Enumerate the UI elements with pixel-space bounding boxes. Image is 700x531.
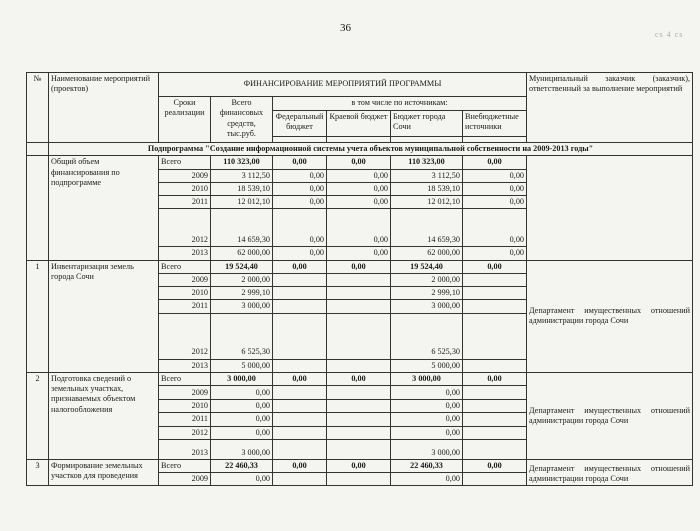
federal-cell — [273, 359, 327, 372]
city-cell: 62 000,00 — [391, 247, 463, 260]
offbudget-cell: 0,00 — [463, 260, 527, 273]
table-row — [27, 260, 693, 273]
regional-cell — [327, 287, 391, 300]
city-cell: 110 323,00 — [391, 156, 463, 169]
regional-cell: 0,00 — [327, 372, 391, 385]
period-cell: 2009 — [159, 473, 211, 486]
regional-cell — [327, 439, 391, 459]
city-cell: 6 525,30 — [391, 313, 463, 359]
period-cell: 2009 — [159, 273, 211, 286]
regional-cell: 0,00 — [327, 169, 391, 182]
table-row — [27, 156, 693, 169]
federal-cell: 0,00 — [273, 156, 327, 169]
regional-cell — [327, 359, 391, 372]
table-header — [27, 73, 693, 156]
offbudget-cell — [463, 413, 527, 426]
table-row — [27, 372, 693, 385]
header-period: Сроки реализации — [159, 97, 211, 143]
item-number: 1 — [27, 260, 49, 372]
offbudget-cell — [463, 426, 527, 439]
period-total-cell: 2 000,00 — [211, 273, 273, 286]
offbudget-cell: 0,00 — [463, 247, 527, 260]
period-cell: 2009 — [159, 386, 211, 400]
city-cell: 3 112,50 — [391, 169, 463, 182]
regional-cell — [327, 426, 391, 439]
regional-cell — [327, 400, 391, 413]
header-name: Наименование мероприятий (проектов) — [49, 73, 159, 143]
regional-cell: 0,00 — [327, 182, 391, 195]
federal-cell — [273, 426, 327, 439]
header-federal: Федеральный бюджет — [273, 111, 327, 137]
regional-cell — [327, 473, 391, 486]
period-cell: Всего — [159, 156, 211, 169]
offbudget-cell — [463, 400, 527, 413]
offbudget-cell: 0,00 — [463, 209, 527, 247]
period-total-cell: 0,00 — [211, 473, 273, 486]
regional-cell: 0,00 — [327, 209, 391, 247]
item-name: Подготовка сведений о земельных участках, признаваемых объектом налогообложения — [49, 372, 159, 459]
federal-cell — [273, 273, 327, 286]
period-cell: 2011 — [159, 413, 211, 426]
financing-table — [26, 72, 693, 486]
city-cell: 12 012,10 — [391, 196, 463, 209]
federal-cell: 0,00 — [273, 182, 327, 195]
item-name: Общий объем финансирования по подпрограмме — [49, 156, 159, 260]
offbudget-cell: 0,00 — [463, 169, 527, 182]
federal-cell — [273, 400, 327, 413]
item-number: 3 — [27, 459, 49, 486]
city-cell: 5 000,00 — [391, 359, 463, 372]
regional-cell: 0,00 — [327, 196, 391, 209]
period-total-cell: 3 000,00 — [211, 300, 273, 313]
offbudget-cell — [463, 473, 527, 486]
subprogram-title: Подпрограмма "Создание информационной системы учета объектов муниципальной собственности на 2009-2013 годы" — [49, 143, 693, 156]
table-row — [27, 459, 693, 472]
federal-cell: 0,00 — [273, 169, 327, 182]
federal-cell — [273, 300, 327, 313]
offbudget-cell — [463, 359, 527, 372]
regional-cell — [327, 413, 391, 426]
period-cell: 2013 — [159, 439, 211, 459]
period-total-cell: 3 000,00 — [211, 372, 273, 385]
item-name: Инвентаризация земель города Сочи — [49, 260, 159, 372]
city-cell: 14 659,30 — [391, 209, 463, 247]
city-cell: 18 539,10 — [391, 182, 463, 195]
city-cell: 0,00 — [391, 386, 463, 400]
city-cell: 0,00 — [391, 473, 463, 486]
period-total-cell: 110 323,00 — [211, 156, 273, 169]
regional-cell: 0,00 — [327, 247, 391, 260]
period-total-cell: 0,00 — [211, 400, 273, 413]
city-cell: 0,00 — [391, 400, 463, 413]
regional-cell — [327, 300, 391, 313]
period-cell: 2013 — [159, 359, 211, 372]
city-cell: 19 524,40 — [391, 260, 463, 273]
offbudget-cell: 0,00 — [463, 182, 527, 195]
regional-cell — [327, 273, 391, 286]
period-total-cell: 62 000,00 — [211, 247, 273, 260]
customer-cell: Департамент имущественных отношений администрации города Сочи — [527, 459, 693, 486]
period-cell: 2013 — [159, 247, 211, 260]
header-offbudget: Внебюджетные источники — [463, 111, 527, 137]
offbudget-cell: 0,00 — [463, 196, 527, 209]
table-body — [27, 156, 693, 486]
federal-cell — [273, 473, 327, 486]
regional-cell — [327, 386, 391, 400]
period-cell: 2010 — [159, 182, 211, 195]
regional-cell: 0,00 — [327, 156, 391, 169]
period-cell: 2010 — [159, 287, 211, 300]
city-cell: 3 000,00 — [391, 300, 463, 313]
federal-cell: 0,00 — [273, 209, 327, 247]
period-total-cell: 6 525,30 — [211, 313, 273, 359]
header-financing: ФИНАНСИРОВАНИЕ МЕРОПРИЯТИЙ ПРОГРАММЫ — [159, 73, 527, 97]
page-number: 36 — [340, 22, 351, 34]
period-cell: 2009 — [159, 169, 211, 182]
item-name: Формирование земельных участков для проведения — [49, 459, 159, 486]
federal-cell — [273, 313, 327, 359]
header-regional: Краевой бюджет — [327, 111, 391, 137]
period-cell: Всего — [159, 372, 211, 385]
header-no: № — [27, 73, 49, 143]
city-cell: 2 000,00 — [391, 273, 463, 286]
offbudget-cell: 0,00 — [463, 372, 527, 385]
federal-cell — [273, 413, 327, 426]
offbudget-cell: 0,00 — [463, 156, 527, 169]
city-cell: 2 999,10 — [391, 287, 463, 300]
period-total-cell: 22 460,33 — [211, 459, 273, 472]
customer-cell: Департамент имущественных отношений администрации города Сочи — [527, 260, 693, 372]
period-total-cell: 0,00 — [211, 413, 273, 426]
federal-cell: 0,00 — [273, 247, 327, 260]
offbudget-cell — [463, 287, 527, 300]
offbudget-cell: 0,00 — [463, 459, 527, 472]
period-total-cell: 12 012,10 — [211, 196, 273, 209]
period-cell: 2012 — [159, 313, 211, 359]
federal-cell: 0,00 — [273, 196, 327, 209]
period-total-cell: 0,00 — [211, 386, 273, 400]
period-cell: 2012 — [159, 426, 211, 439]
federal-cell: 0,00 — [273, 372, 327, 385]
period-total-cell: 19 524,40 — [211, 260, 273, 273]
federal-cell: 0,00 — [273, 260, 327, 273]
period-cell: Всего — [159, 459, 211, 472]
federal-cell — [273, 386, 327, 400]
item-number — [27, 156, 49, 260]
period-cell: 2010 — [159, 400, 211, 413]
period-total-cell: 3 112,50 — [211, 169, 273, 182]
corner-mark: cs 4 cs — [655, 30, 684, 39]
header-customer: Муниципальный заказчик (заказчик), ответственный за выполнение мероприятий — [527, 73, 693, 143]
offbudget-cell — [463, 273, 527, 286]
period-total-cell: 3 000,00 — [211, 439, 273, 459]
item-number: 2 — [27, 372, 49, 459]
header-city: Бюджет города Сочи — [391, 111, 463, 137]
federal-cell — [273, 439, 327, 459]
customer-cell — [527, 156, 693, 260]
offbudget-cell — [463, 386, 527, 400]
header-sources: в том числе по источникам: — [273, 97, 527, 111]
regional-cell: 0,00 — [327, 459, 391, 472]
regional-cell — [327, 313, 391, 359]
period-cell: Всего — [159, 260, 211, 273]
offbudget-cell — [463, 300, 527, 313]
period-total-cell: 5 000,00 — [211, 359, 273, 372]
federal-cell: 0,00 — [273, 459, 327, 472]
period-total-cell: 18 539,10 — [211, 182, 273, 195]
federal-cell — [273, 287, 327, 300]
city-cell: 0,00 — [391, 413, 463, 426]
period-total-cell: 14 659,30 — [211, 209, 273, 247]
period-cell: 2011 — [159, 196, 211, 209]
city-cell: 0,00 — [391, 426, 463, 439]
customer-cell: Департамент имущественных отношений администрации города Сочи — [527, 372, 693, 459]
period-total-cell: 0,00 — [211, 426, 273, 439]
city-cell: 22 460,33 — [391, 459, 463, 472]
period-cell: 2011 — [159, 300, 211, 313]
offbudget-cell — [463, 439, 527, 459]
city-cell: 3 000,00 — [391, 372, 463, 385]
header-total: Всего финансовых средств, тыс.руб. — [211, 97, 273, 143]
period-cell: 2012 — [159, 209, 211, 247]
period-total-cell: 2 999,10 — [211, 287, 273, 300]
regional-cell: 0,00 — [327, 260, 391, 273]
offbudget-cell — [463, 313, 527, 359]
city-cell: 3 000,00 — [391, 439, 463, 459]
